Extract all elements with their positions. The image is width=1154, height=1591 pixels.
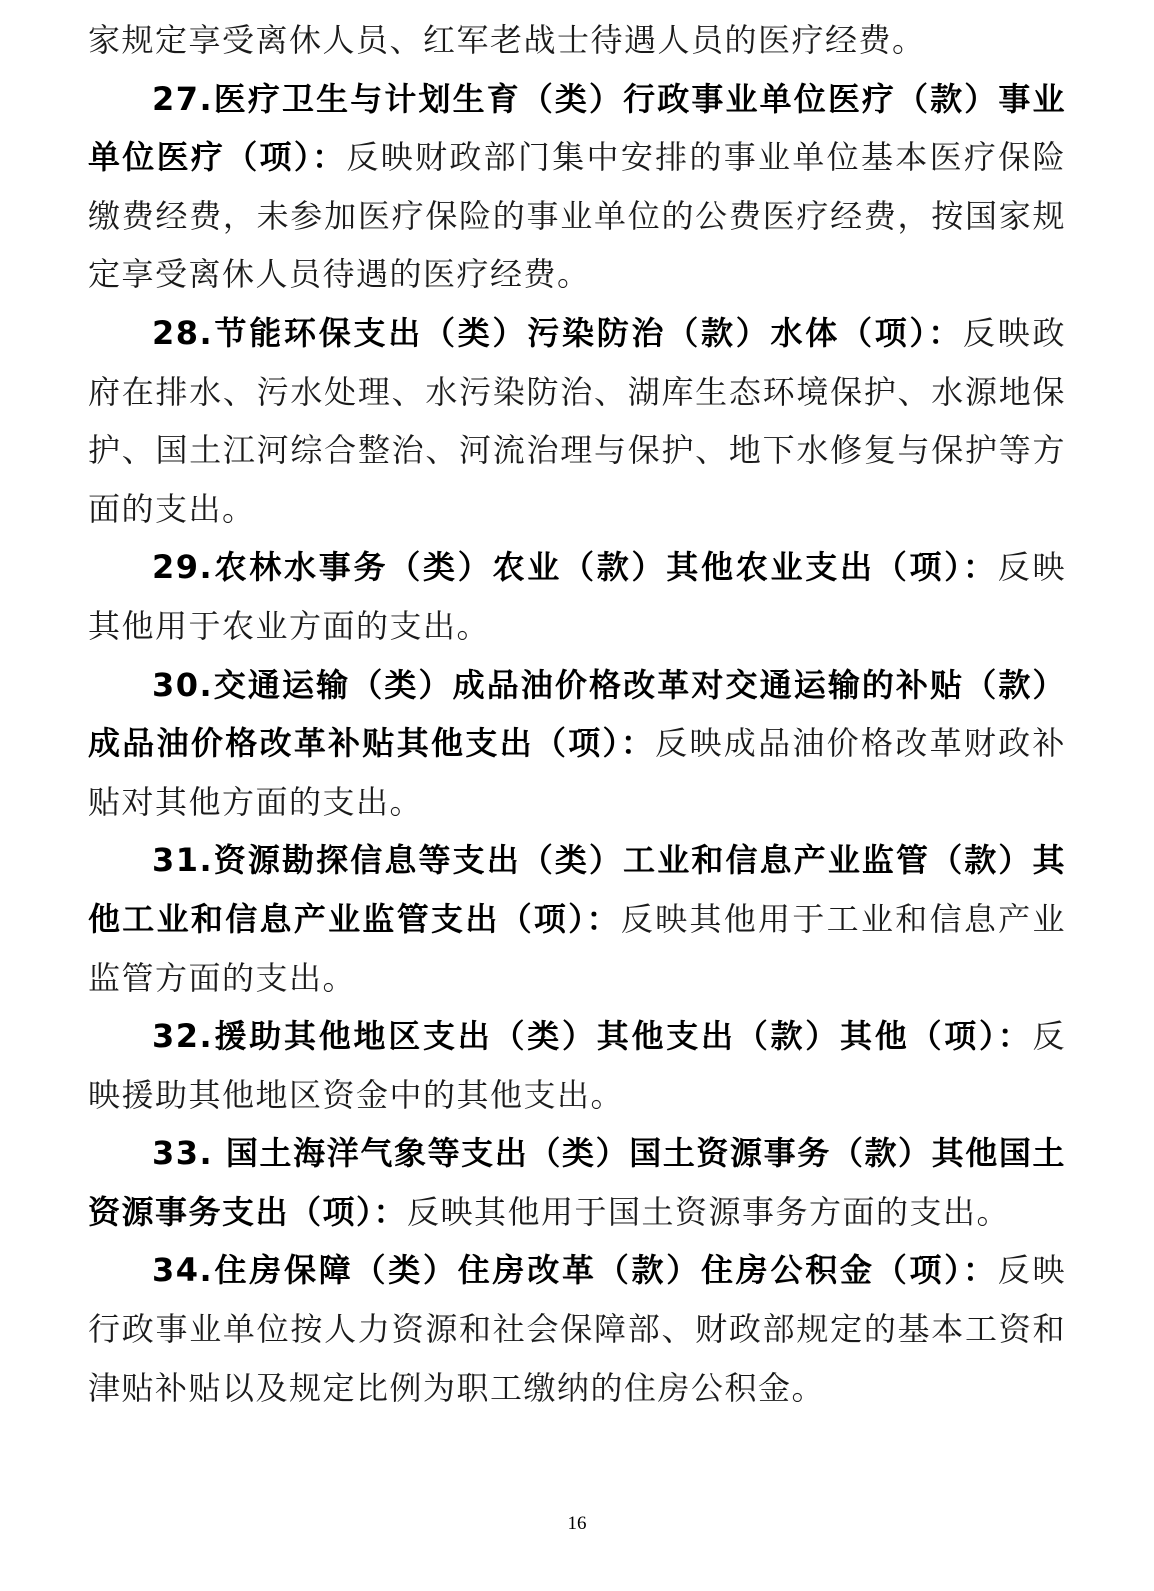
paragraph-term: 27.医疗卫生与计划生育（类）行政事业单位医疗（款）事业单位医疗（项）： (88, 79, 1066, 177)
paragraph-term: 33. 国土海洋气象等支出（类）国土资源事务（款）其他国土资源事务支出（项）： (88, 1134, 1066, 1231)
paragraph-text: 反映行政事业单位按人力资源和社会保障部、财政部规定的基本工资和津贴补贴以及规定比例为职工缴纳的住房公积金。 (88, 1251, 1066, 1407)
paragraph-continuation (88, 11, 1066, 70)
paragraph-text: 反映成品油价格改革财政补贴对其他方面的支出。 (88, 724, 1066, 821)
paragraph-text: 反映其他用于工业和信息产业监管方面的支出。 (88, 899, 1066, 997)
paragraph-text: 反映其他用于国土资源事务方面的支出。 (407, 1192, 1011, 1231)
paragraph-term: 31.资源勘探信息等支出（类）工业和信息产业监管（款）其他工业和信息产业监管支出（项）： (88, 841, 1066, 938)
paragraph-item-27 (88, 70, 1066, 304)
paragraph-text: 反映援助其他地区资金中的其他支出。 (88, 1017, 1066, 1114)
paragraph-item-29 (88, 538, 1066, 655)
page-content (88, 11, 1066, 1417)
paragraph-term: 34.住房保障（类）住房改革（款）住房公积金（项）： (152, 1251, 998, 1290)
paragraph-term: 28.节能环保支出（类）污染防治（款）水体（项）： (152, 313, 963, 352)
paragraph-item-32 (88, 1007, 1066, 1124)
paragraph-text: 反映其他用于农业方面的支出。 (88, 548, 1066, 645)
paragraph-item-34 (88, 1241, 1066, 1417)
paragraph-item-33 (88, 1124, 1066, 1241)
paragraph-text: 家规定享受离休人员、红军老战士待遇人员的医疗经费。 (88, 21, 926, 59)
paragraph-term: 32.援助其他地区支出（类）其他支出（款）其他（项）： (152, 1017, 1033, 1056)
page-number: 16 (567, 1513, 587, 1534)
paragraph-item-30 (88, 656, 1066, 832)
paragraph-text: 反映财政部门集中安排的事业单位基本医疗保险缴费经费，未参加医疗保险的事业单位的公费医疗经费，按国家规定享受离休人员待遇的医疗经费。 (88, 138, 1066, 294)
paragraph-term: 29.农林水事务（类）农业（款）其他农业支出（项）： (152, 548, 998, 587)
paragraph-text: 反映政府在排水、污水处理、水污染防治、湖库生态环境保护、水源地保护、国土江河综合整治、河流治理与保护、地下水修复与保护等方面的支出。 (88, 313, 1066, 528)
paragraph-item-28 (88, 304, 1066, 538)
paragraph-term: 30.交通运输（类）成品油价格改革对交通运输的补贴（款）成品油价格改革补贴其他支出（项）： (88, 665, 1066, 763)
paragraph-item-31 (88, 831, 1066, 1007)
